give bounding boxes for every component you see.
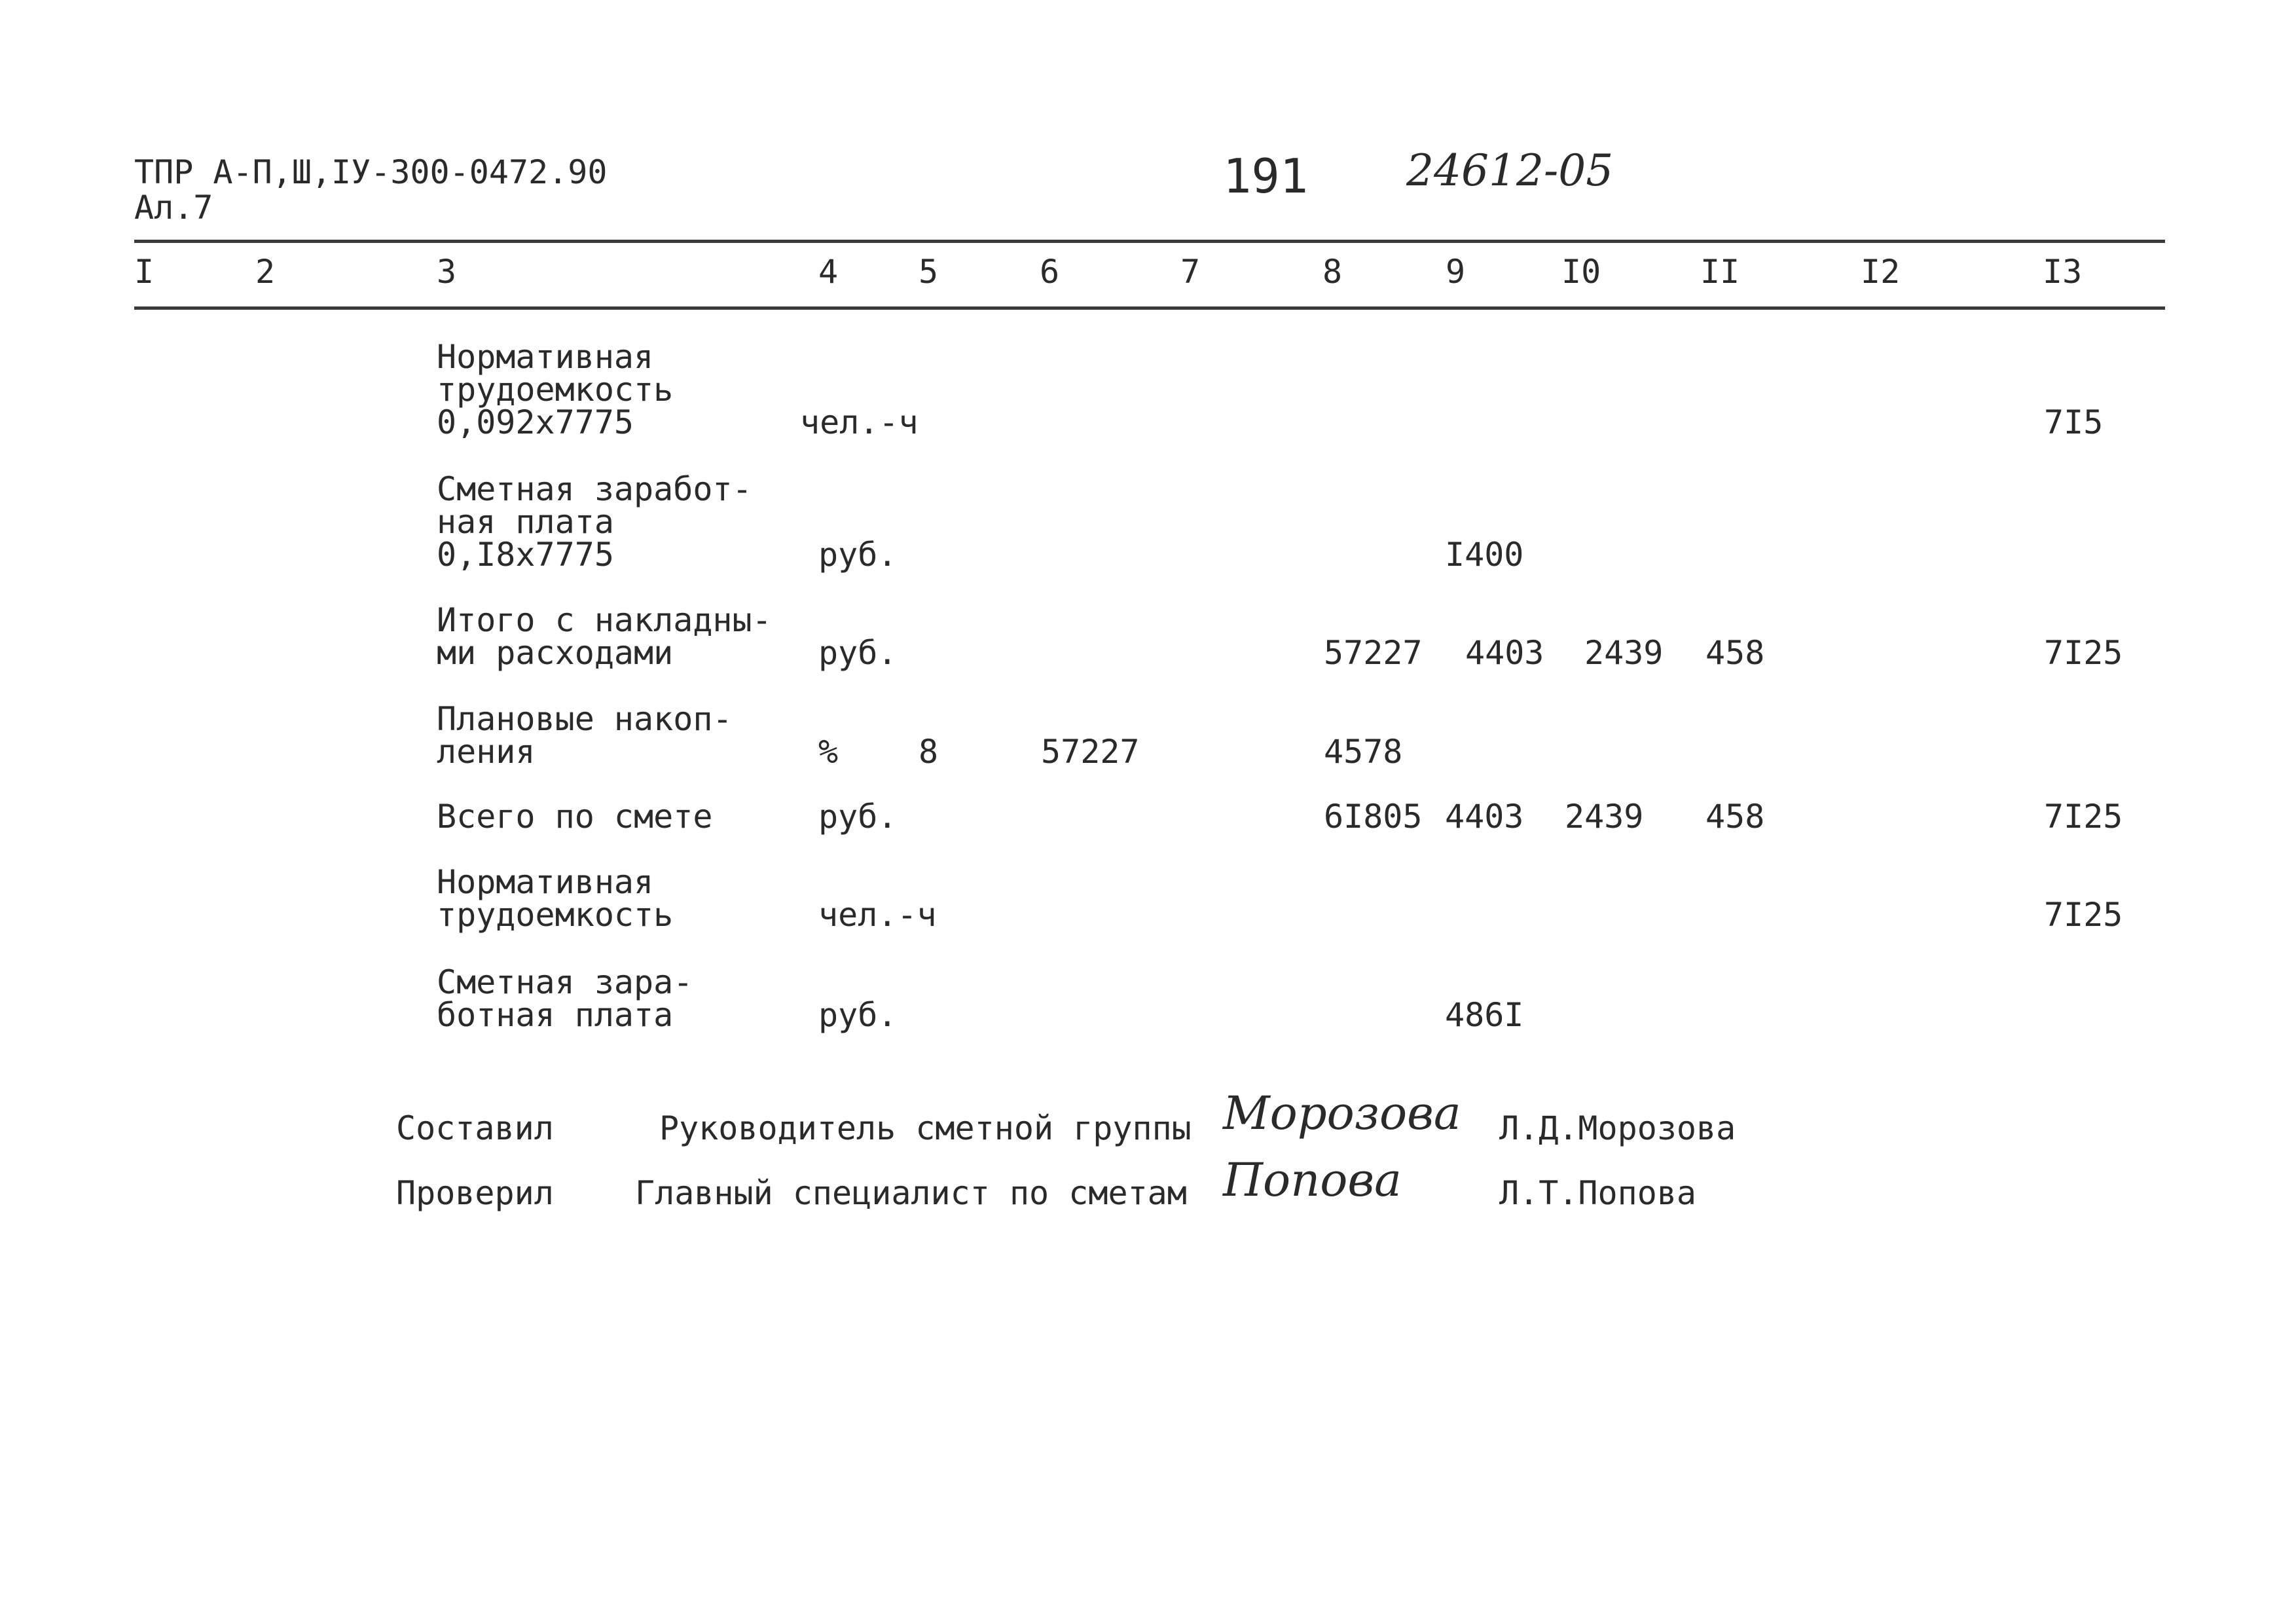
row-name: Нормативная трудоемкость 0,092х7775 xyxy=(437,338,674,441)
cell-col10: 2439 xyxy=(1584,634,1664,672)
header-bottom-rule xyxy=(134,306,2165,310)
cell-col11: 458 xyxy=(1705,798,1765,836)
column-header: 6 xyxy=(1040,253,1060,291)
cell-col11: 458 xyxy=(1705,634,1765,672)
album-number: Ал.7 xyxy=(134,189,213,227)
column-header: I2 xyxy=(1861,253,1901,291)
cell-col13: 7I25 xyxy=(2044,896,2123,934)
cell-col9: 486I xyxy=(1445,996,1524,1034)
row-unit: руб. xyxy=(818,798,898,836)
row-name: Сметная заработ- ная плата 0,I8х7775 xyxy=(437,470,752,574)
signature-role: Проверил xyxy=(396,1174,554,1212)
cell-col13: 7I25 xyxy=(2044,634,2123,672)
column-header: I xyxy=(134,253,155,291)
row-unit: руб. xyxy=(818,536,898,574)
stamp-number: 24612-05 xyxy=(1406,145,1614,196)
column-header: 2 xyxy=(255,253,276,291)
row-name: Нормативная трудоемкость xyxy=(437,863,674,934)
column-header: 4 xyxy=(818,253,839,291)
row-unit: чел.-ч xyxy=(800,403,919,441)
cell-col13: 7I5 xyxy=(2044,403,2104,441)
cell-col13: 7I25 xyxy=(2044,798,2123,836)
row-name: Сметная зара- ботная плата xyxy=(437,963,693,1034)
cell-col5: 8 xyxy=(919,733,939,771)
row-unit: % xyxy=(818,733,839,771)
document-code: ТПР А-П,Ш,IУ-300-0472.90 xyxy=(134,153,608,191)
row-name: Плановые накоп- ления xyxy=(437,700,733,771)
signature-position: Руководитель сметной группы xyxy=(659,1109,1192,1147)
row-unit: руб. xyxy=(818,996,898,1034)
handwritten-signature: Попова xyxy=(1223,1153,1402,1207)
cell-col8: 57227 xyxy=(1324,634,1423,672)
column-header: I3 xyxy=(2043,253,2083,291)
page-number: 191 xyxy=(1223,149,1309,204)
column-header: I0 xyxy=(1561,253,1601,291)
signature-position: Главный специалист по сметам xyxy=(635,1174,1187,1212)
row-unit: руб. xyxy=(818,634,898,672)
column-header: 8 xyxy=(1322,253,1343,291)
cell-col8: 4578 xyxy=(1324,733,1403,771)
cell-col8: 6I805 xyxy=(1324,798,1423,836)
cell-col9: 4403 xyxy=(1445,798,1524,836)
column-header: 7 xyxy=(1180,253,1201,291)
column-header: 5 xyxy=(919,253,939,291)
cell-col10: 2439 xyxy=(1565,798,1644,836)
signature-role: Составил xyxy=(396,1109,554,1147)
column-header: 3 xyxy=(437,253,457,291)
column-header: II xyxy=(1700,253,1740,291)
signature-name: Л.Т.Попова xyxy=(1499,1174,1697,1212)
cell-col9: 4403 xyxy=(1465,634,1544,672)
header-top-rule xyxy=(134,240,2165,243)
cell-col9: I400 xyxy=(1445,536,1524,574)
handwritten-signature: Морозова xyxy=(1223,1086,1461,1140)
signature-name: Л.Д.Морозова xyxy=(1499,1109,1736,1147)
column-header: 9 xyxy=(1446,253,1466,291)
cell-col6: 57227 xyxy=(1041,733,1140,771)
row-name: Итого с накладны- ми расходами xyxy=(437,601,772,672)
row-unit: чел.-ч xyxy=(818,896,937,934)
row-name: Всего по смете xyxy=(437,798,713,836)
